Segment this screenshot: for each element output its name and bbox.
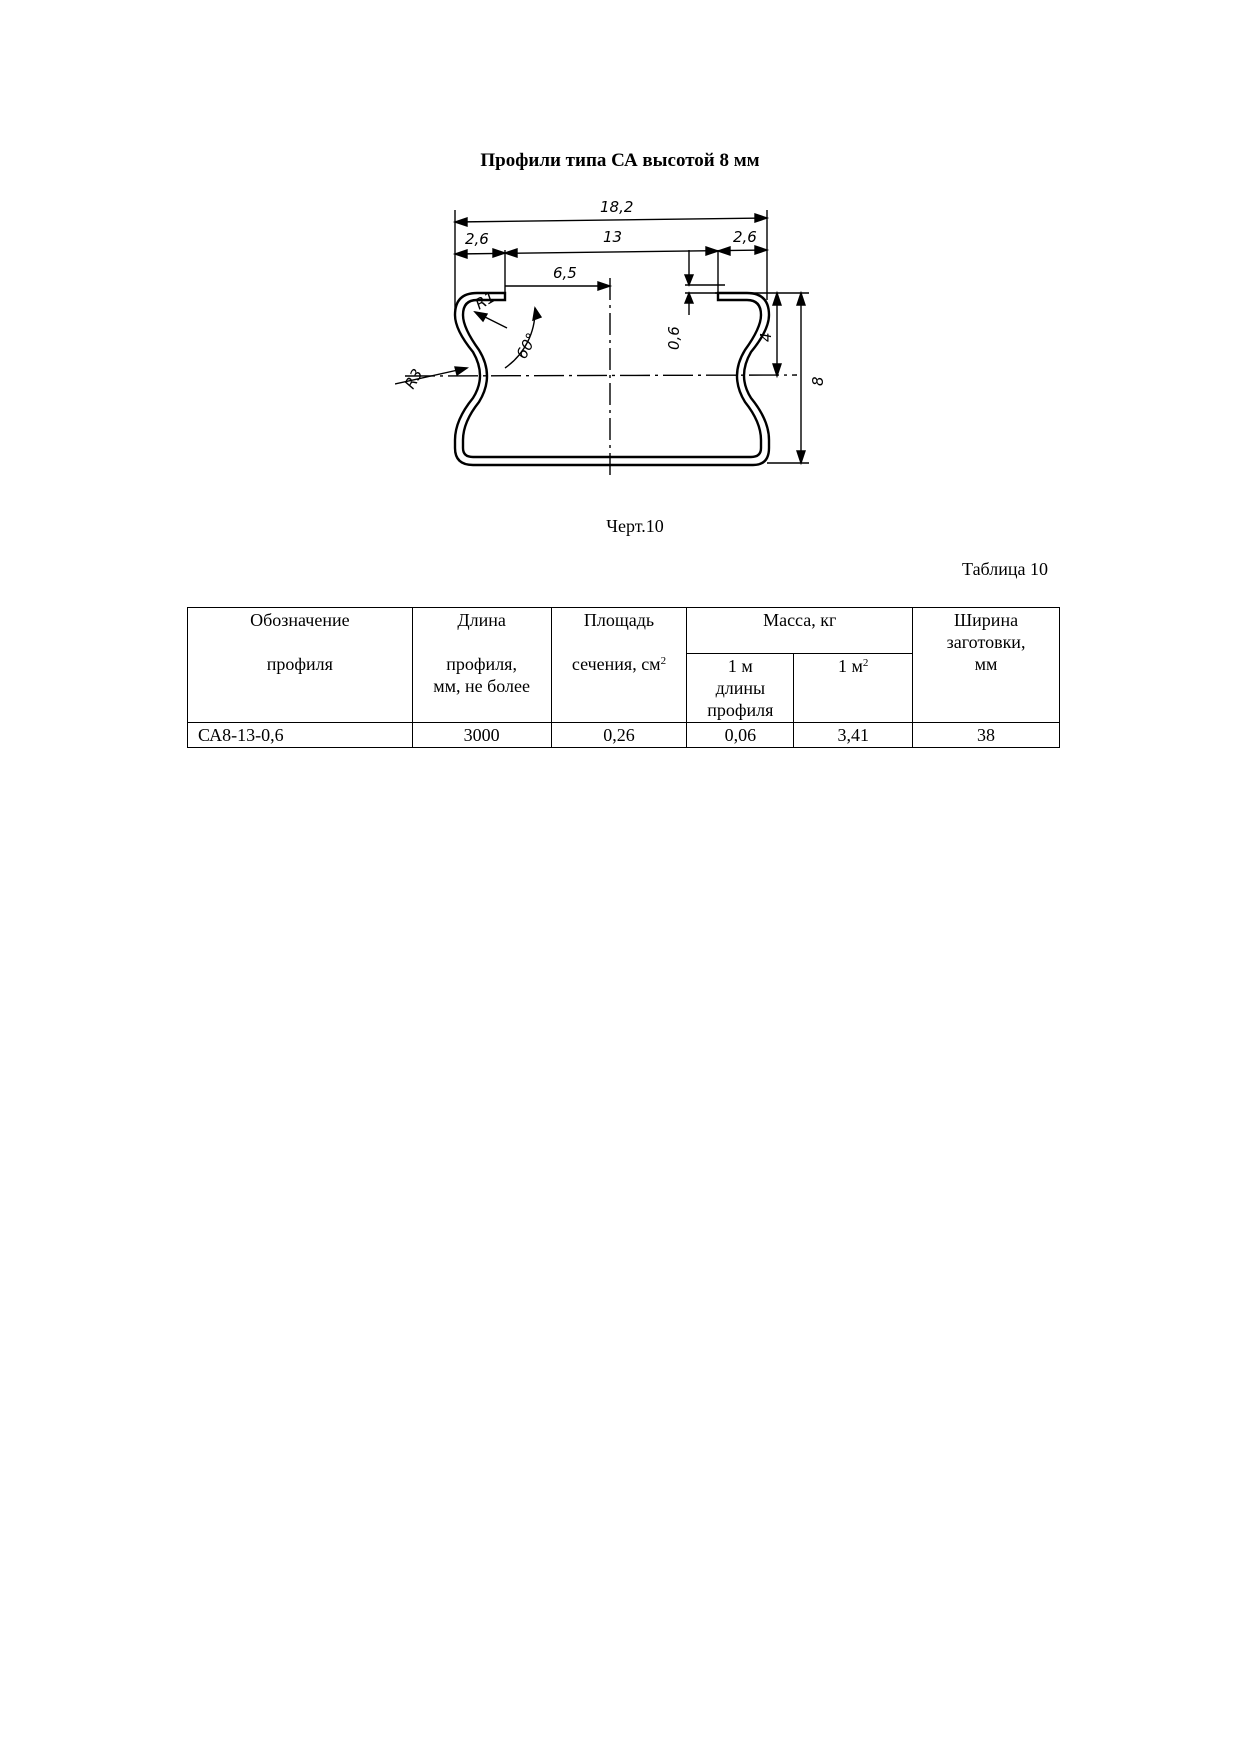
header-mass-per-m-line1: 1 м (727, 656, 753, 676)
dim-right-edge: 2,6 (733, 228, 757, 246)
dim-inner: 13 (603, 228, 623, 246)
profile-drawing-svg (395, 190, 855, 500)
table-header-row (188, 608, 1060, 654)
cell-mass-m: 0,06 (687, 723, 794, 748)
header-length-line2: профиля, (446, 654, 517, 674)
header-width-line3: мм (974, 654, 998, 674)
header-width (913, 608, 1060, 723)
header-mass-per-m (687, 654, 794, 723)
header-area-line1: Площадь (583, 610, 655, 630)
header-designation-line1: Обозначение (250, 610, 350, 630)
header-mass-per-m2 (794, 654, 913, 723)
drawing-caption: Черт.10 (606, 516, 664, 536)
profile-outline (455, 293, 769, 465)
cell-area: 0,26 (551, 723, 687, 748)
dimension-lines (395, 210, 809, 480)
header-designation (188, 608, 413, 723)
dim-overall-width: 18,2 (600, 198, 634, 216)
profile-drawing (395, 190, 855, 500)
header-area (551, 608, 687, 723)
header-designation-line2: профиля (266, 654, 333, 674)
header-length-line3: мм, не более (433, 676, 531, 696)
dim-half-height: 4 (757, 332, 775, 342)
header-mass-per-m-line2: длины (715, 678, 766, 698)
dim-height: 8 (809, 376, 827, 386)
cell-length: 3000 (412, 723, 551, 748)
dim-left-edge: 2,6 (465, 230, 489, 248)
profile-table (187, 607, 1060, 748)
header-width-line2: заготовки, (946, 632, 1026, 652)
header-mass-per-m2-text: 1 м (838, 656, 863, 676)
cell-mass-m2: 3,41 (794, 723, 913, 748)
header-area-line2: сечения, см (571, 654, 661, 674)
dim-half: 6,5 (553, 264, 577, 282)
header-length (412, 608, 551, 723)
arrow-half (598, 282, 610, 290)
page-title: Профили типа СА высотой 8 мм (480, 150, 760, 171)
dim-small-radius: R1 (472, 287, 499, 314)
header-length-line1: Длина (457, 610, 506, 630)
dim-thickness: 0,6 (665, 326, 683, 350)
arrow-angle (533, 308, 541, 320)
header-area-sup: 2 (660, 655, 667, 667)
cell-designation: СА8-13-0,6 (188, 723, 413, 748)
table-label: Таблица 10 (962, 559, 1048, 579)
header-width-line1: Ширина (954, 610, 1019, 630)
dim-line-overall (455, 218, 767, 222)
arrows-thickness (685, 275, 693, 303)
arrow-r3 (455, 367, 467, 375)
header-mass-per-m2-sup: 2 (862, 657, 869, 669)
header-mass: Масса, кг (687, 608, 913, 654)
dim-angle: 60° (512, 329, 542, 362)
header-mass-per-m-line3: профиля (707, 700, 774, 720)
table-row (188, 723, 1060, 748)
dim-large-radius: R3 (400, 365, 427, 392)
cell-width: 38 (913, 723, 1060, 748)
